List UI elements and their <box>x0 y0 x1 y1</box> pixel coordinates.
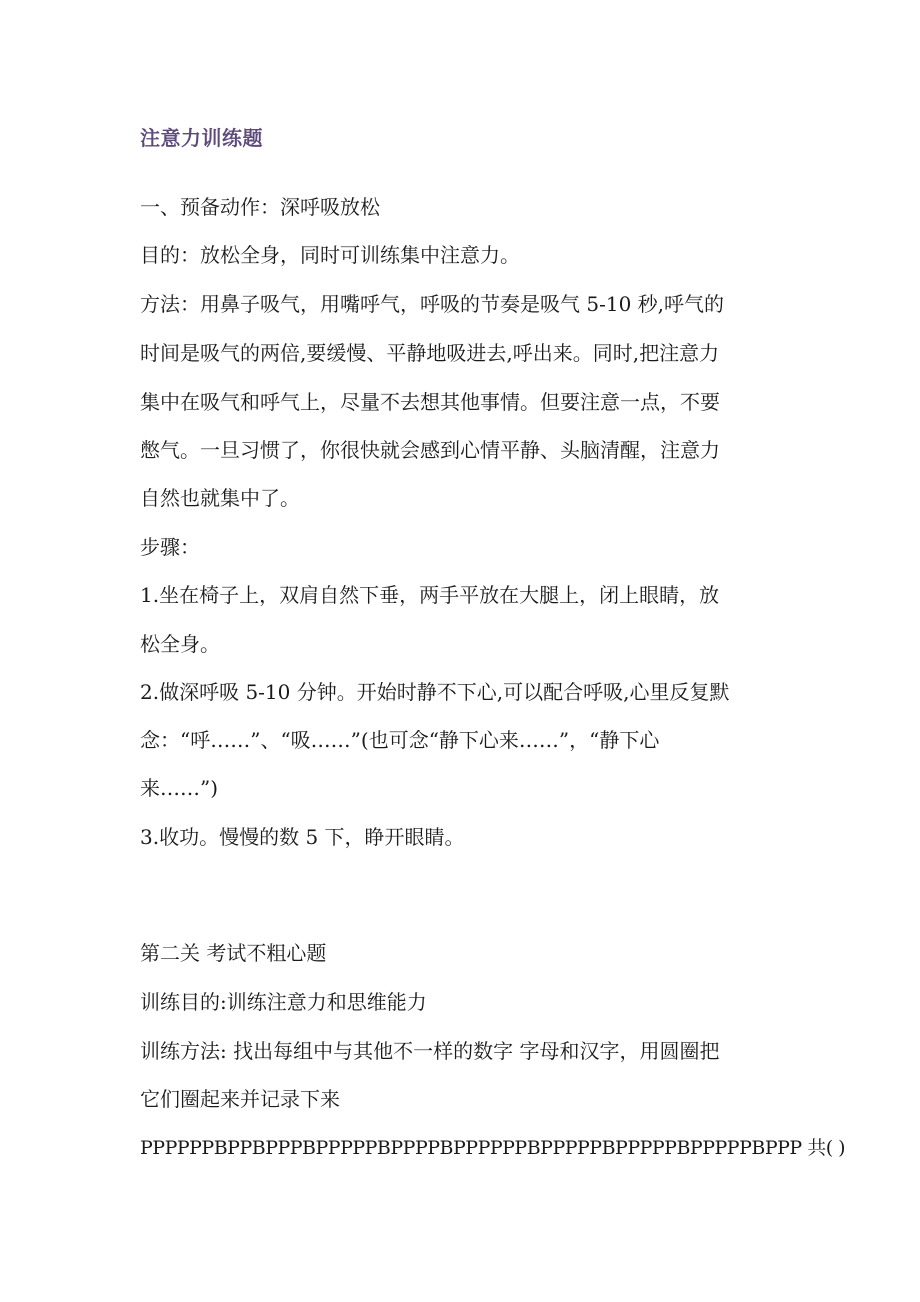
step3-line: 3.收功。慢慢的数 5 下，睁开眼睛。 <box>140 825 465 849</box>
step2-line: 2.做深呼吸 5-10 分钟。开始时静不下心,可以配合呼吸,心里反复默 <box>140 680 730 704</box>
section1-method-line: 方法：用鼻子吸气，用嘴呼气，呼吸的节奏是吸气 5-10 秒,呼气的 <box>140 292 725 316</box>
section2-heading: 第二关 考试不粗心题 <box>140 941 327 965</box>
letter-sequence: PPPPPPBPPBPPPBPPPPPBPPPPBPPPPPPBPPPPPBPPPPPBPPPPPBPPP 共( ) <box>140 1137 846 1159</box>
step1-line: 1.坐在椅子上，双肩自然下垂，两手平放在大腿上，闭上眼睛，放 <box>140 583 720 607</box>
section1-method-line: 集中在吸气和呼气上，尽量不去想其他事情。但要注意一点，不要 <box>140 390 720 414</box>
step2-line: 念：“呼……”、“吸……”(也可念“静下心来……”，“静下心 <box>140 728 660 752</box>
section1-method-line: 自然也就集中了。 <box>140 486 300 510</box>
section2-method-line: 它们圈起来并记录下来 <box>140 1087 340 1111</box>
section2-purpose: 训练目的:训练注意力和思维能力 <box>140 990 427 1014</box>
section1-purpose: 目的：放松全身，同时可训练集中注意力。 <box>140 243 520 267</box>
section1-method-line: 憋气。一旦习惯了，你很快就会感到心情平静、头脑清醒，注意力 <box>140 438 720 462</box>
section1-method-line: 时间是吸气的两倍,要缓慢、平静地吸进去,呼出来。同时,把注意力 <box>140 341 720 365</box>
step2-line: 来……”) <box>140 776 219 800</box>
step1-line: 松全身。 <box>140 632 220 656</box>
section1-heading: 一、预备动作：深呼吸放松 <box>140 195 380 219</box>
section2-method-line: 训练方法: 找出每组中与其他不一样的数字 字母和汉字，用圆圈把 <box>140 1039 720 1063</box>
steps-label: 步骤： <box>140 535 200 559</box>
document-title: 注意力训练题 <box>140 126 263 150</box>
